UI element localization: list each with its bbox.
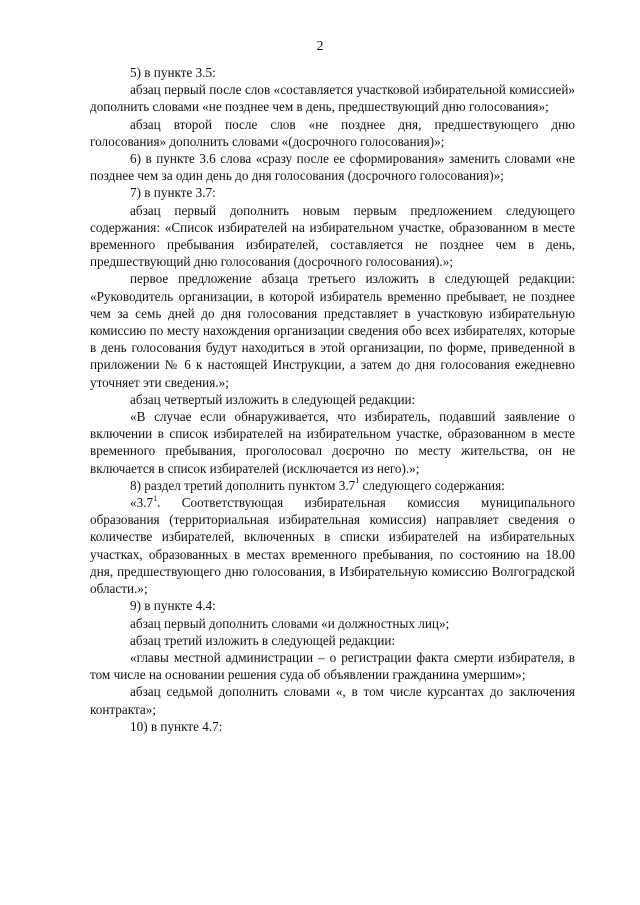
paragraph-item-7: 7) в пункте 3.7:	[130, 185, 216, 201]
item-8-text-before: 8) раздел третий дополнить пунктом 3.7	[130, 477, 356, 493]
point-3-7-1-superscript: 1	[153, 493, 158, 503]
paragraph-amend-4-4-first: абзац первый дополнить словами «и должностных лиц»;	[130, 615, 450, 631]
paragraph-amend-4-4-third: абзац третий изложить в следующей редакции:	[130, 632, 396, 648]
paragraph-new-point-3-7-1	[90, 494, 575, 597]
paragraph-amend-3-5-second: абзац второй после слов «не позднее дня, предшествующего дню голосования» дополнить словами «(досрочного голосования)»;	[90, 116, 575, 149]
paragraph-item-6: 6) в пункте 3.6 слова «сразу после ее сформирования» заменить словами «не позднее чем за один день до дня голосования (досрочного голосования)»;	[90, 151, 575, 184]
page-number: 2	[316, 39, 324, 54]
paragraph-amend-3-7-first: абзац первый дополнить новым первым предложением следующего содержания: «Список избирателей на избирательном участке, образованном в месте временного пребывания избирателей, составляется не позднее чем в день, предшествующий дню голосования (досрочного голосования).»;	[90, 202, 575, 270]
paragraph-item-9: 9) в пункте 4.4:	[130, 598, 216, 614]
paragraph-amend-3-5-first: абзац первый после слов «составляется участковой избирательной комиссией» дополнить словами «не позднее чем в день, предшествующий дню голосования»;	[90, 82, 575, 115]
item-8-superscript: 1	[355, 476, 360, 486]
paragraph-item-5: 5) в пункте 3.5:	[130, 65, 216, 80]
paragraph-new-text-4-4-third: «главы местной администрации – о регистрации факта смерти избирателя, в том числе на основании решения суда об объявлении гражданина умершим»;	[90, 649, 575, 683]
paragraph-amend-3-7-fourth: абзац четвертый изложить в следующей редакции:	[130, 391, 416, 407]
paragraph-amend-4-4-seventh: абзац седьмой дополнить словами «, в том числе курсантах до заключения контракта»;	[90, 684, 575, 717]
paragraph-item-10: 10) в пункте 4.7:	[130, 718, 223, 734]
point-3-7-1-text-before: «3.7	[130, 495, 154, 511]
paragraph-item-8	[90, 477, 575, 494]
document-body	[90, 64, 575, 735]
point-3-7-1-text-after: . Соответствующая избирательная комиссия муниципального образования (территориальная избирательная комиссия) направляет сведения о количестве избирателей, включенных в списки избирателей на избирательных участках, образованных в местах временного пребывания, по состоянию на 18.00 дня, предшествующего дню голосования, в Избирательную комиссию Волгоградской области.»;	[90, 495, 575, 597]
paragraph-amend-3-7-third: первое предложение абзаца третьего изложить в следующей редакции: «Руководитель организации, в которой избиратель временно пребывает, не позднее чем за семь дней до дня голосования представляет в участковую избирательную комиссию по месту нахождения организации сведения обо всех избирателях, которые в день голосования будут находиться в этой организации, по форме, приведенной в приложении № 6 к настоящей Инструкции, а затем до дня голосования ежедневно уточняет эти сведения.»;	[90, 271, 575, 390]
paragraph-new-text-3-7-fourth: «В случае если обнаруживается, что избиратель, подавший заявление о включении в список избирателей на избирательном участке, образованном в месте временного пребывания, проголосовал досрочно по месту жительства, он не включается в список избирателей (исключается из него).»;	[90, 409, 575, 476]
item-8-text-after: следующего содержания:	[359, 477, 505, 493]
